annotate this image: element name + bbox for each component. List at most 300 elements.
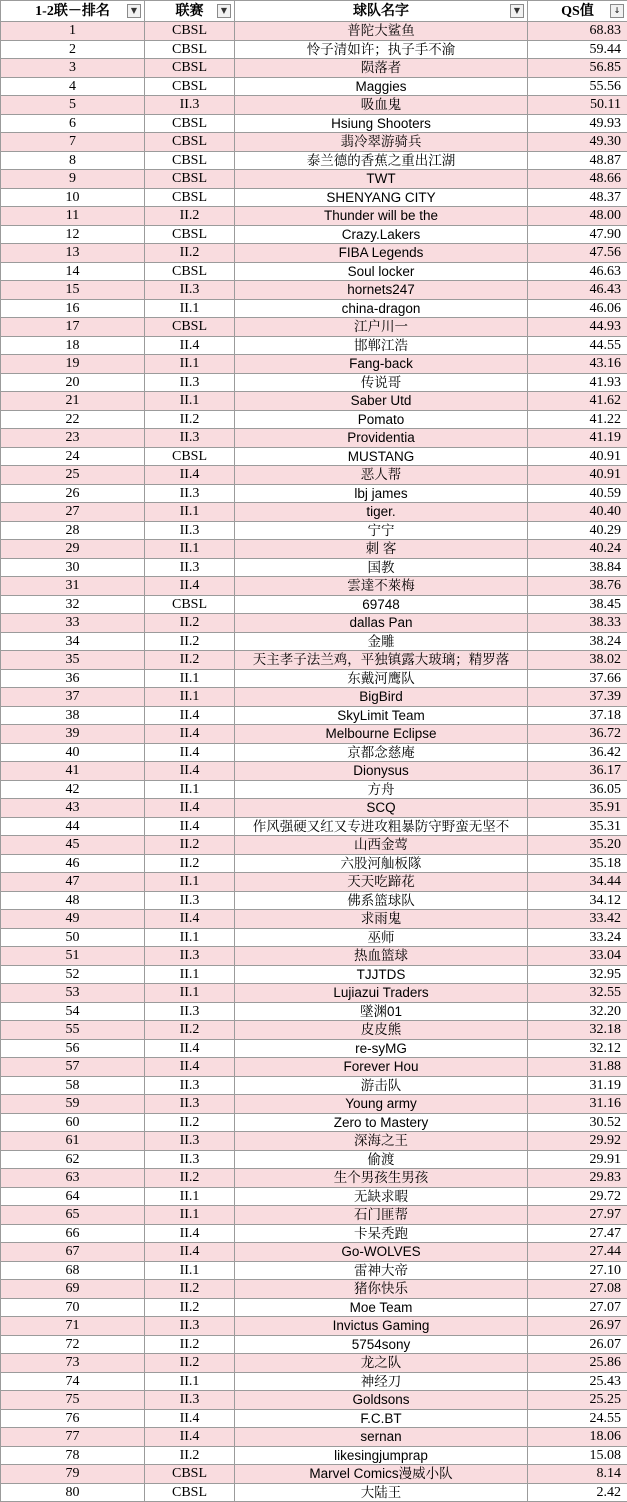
table-row bbox=[1, 1169, 627, 1188]
cell-team-name: 泰兰德的香蕉之重出江湖 bbox=[235, 151, 528, 170]
cell-team-name: 生个男孩生男孩 bbox=[235, 1169, 528, 1188]
table-row bbox=[1, 336, 627, 355]
cell-league: II.1 bbox=[145, 780, 235, 799]
cell-team-name: 作风强硬又红又专进攻粗暴防守野蛮无坚不 bbox=[235, 817, 528, 836]
table-row bbox=[1, 59, 627, 78]
table-row bbox=[1, 632, 627, 651]
cell-rank: 43 bbox=[1, 799, 145, 818]
cell-qs-value: 38.45 bbox=[528, 595, 627, 614]
cell-league: CBSL bbox=[145, 225, 235, 244]
table-row bbox=[1, 447, 627, 466]
table-row bbox=[1, 577, 627, 596]
cell-rank: 42 bbox=[1, 780, 145, 799]
table-row bbox=[1, 1021, 627, 1040]
cell-rank: 76 bbox=[1, 1409, 145, 1428]
cell-qs-value: 50.11 bbox=[528, 96, 627, 115]
cell-league: II.2 bbox=[145, 1298, 235, 1317]
filter-dropdown-icon[interactable]: ▼ bbox=[510, 4, 524, 18]
cell-rank: 17 bbox=[1, 318, 145, 337]
table-row bbox=[1, 1113, 627, 1132]
cell-team-name: 传说哥 bbox=[235, 373, 528, 392]
cell-rank: 37 bbox=[1, 688, 145, 707]
cell-league: II.4 bbox=[145, 1243, 235, 1262]
cell-rank: 38 bbox=[1, 706, 145, 725]
cell-qs-value: 35.20 bbox=[528, 836, 627, 855]
cell-rank: 57 bbox=[1, 1058, 145, 1077]
cell-team-name: lbj james bbox=[235, 484, 528, 503]
cell-qs-value: 33.24 bbox=[528, 928, 627, 947]
cell-league: II.3 bbox=[145, 373, 235, 392]
cell-team-name: TWT bbox=[235, 170, 528, 189]
cell-team-name: 国教 bbox=[235, 558, 528, 577]
cell-league: II.4 bbox=[145, 706, 235, 725]
table-row bbox=[1, 244, 627, 263]
cell-qs-value: 25.86 bbox=[528, 1354, 627, 1373]
cell-qs-value: 29.91 bbox=[528, 1150, 627, 1169]
cell-league: II.4 bbox=[145, 466, 235, 485]
cell-league: II.4 bbox=[145, 1224, 235, 1243]
table-row bbox=[1, 1243, 627, 1262]
cell-rank: 60 bbox=[1, 1113, 145, 1132]
cell-qs-value: 41.93 bbox=[528, 373, 627, 392]
header-team bbox=[235, 1, 528, 22]
cell-rank: 36 bbox=[1, 669, 145, 688]
cell-qs-value: 15.08 bbox=[528, 1446, 627, 1465]
cell-league: II.2 bbox=[145, 1021, 235, 1040]
cell-team-name: 宁宁 bbox=[235, 521, 528, 540]
cell-team-name: 墜渊01 bbox=[235, 1002, 528, 1021]
cell-team-name: 怜子清如许；执子手不渝 bbox=[235, 40, 528, 59]
table-row bbox=[1, 503, 627, 522]
cell-qs-value: 37.39 bbox=[528, 688, 627, 707]
table-row bbox=[1, 1132, 627, 1151]
table-row bbox=[1, 817, 627, 836]
cell-league: CBSL bbox=[145, 595, 235, 614]
cell-league: II.4 bbox=[145, 336, 235, 355]
cell-league: II.4 bbox=[145, 1428, 235, 1447]
cell-league: II.3 bbox=[145, 281, 235, 300]
cell-rank: 74 bbox=[1, 1372, 145, 1391]
cell-league: II.4 bbox=[145, 743, 235, 762]
table-row bbox=[1, 355, 627, 374]
cell-team-name: 偷渡 bbox=[235, 1150, 528, 1169]
cell-league: II.2 bbox=[145, 410, 235, 429]
cell-league: II.2 bbox=[145, 1113, 235, 1132]
cell-team-name: re-syMG bbox=[235, 1039, 528, 1058]
cell-team-name: Invictus Gaming bbox=[235, 1317, 528, 1336]
cell-rank: 5 bbox=[1, 96, 145, 115]
cell-league: II.4 bbox=[145, 762, 235, 781]
cell-qs-value: 35.91 bbox=[528, 799, 627, 818]
cell-league: II.2 bbox=[145, 1169, 235, 1188]
cell-qs-value: 34.44 bbox=[528, 873, 627, 892]
cell-team-name: 巫师 bbox=[235, 928, 528, 947]
cell-qs-value: 38.84 bbox=[528, 558, 627, 577]
cell-league: II.1 bbox=[145, 392, 235, 411]
cell-rank: 51 bbox=[1, 947, 145, 966]
cell-qs-value: 48.37 bbox=[528, 188, 627, 207]
cell-qs-value: 36.17 bbox=[528, 762, 627, 781]
cell-team-name: 方舟 bbox=[235, 780, 528, 799]
cell-league: II.3 bbox=[145, 484, 235, 503]
cell-team-name: 刺 客 bbox=[235, 540, 528, 559]
cell-league: II.3 bbox=[145, 891, 235, 910]
cell-rank: 10 bbox=[1, 188, 145, 207]
cell-qs-value: 44.93 bbox=[528, 318, 627, 337]
cell-league: II.4 bbox=[145, 1058, 235, 1077]
cell-league: II.3 bbox=[145, 429, 235, 448]
cell-rank: 21 bbox=[1, 392, 145, 411]
table-row bbox=[1, 836, 627, 855]
cell-qs-value: 33.04 bbox=[528, 947, 627, 966]
cell-team-name: 热血篮球 bbox=[235, 947, 528, 966]
cell-rank: 63 bbox=[1, 1169, 145, 1188]
cell-rank: 69 bbox=[1, 1280, 145, 1299]
table-row bbox=[1, 1409, 627, 1428]
cell-league: II.1 bbox=[145, 299, 235, 318]
cell-rank: 75 bbox=[1, 1391, 145, 1410]
cell-rank: 68 bbox=[1, 1261, 145, 1280]
cell-qs-value: 40.24 bbox=[528, 540, 627, 559]
cell-qs-value: 43.16 bbox=[528, 355, 627, 374]
cell-team-name: 天主孝子法兰鸡，平独镇露大玻璃；精罗落 bbox=[235, 651, 528, 670]
cell-rank: 20 bbox=[1, 373, 145, 392]
cell-league: II.2 bbox=[145, 836, 235, 855]
cell-qs-value: 35.18 bbox=[528, 854, 627, 873]
cell-qs-value: 48.00 bbox=[528, 207, 627, 226]
cell-league: CBSL bbox=[145, 59, 235, 78]
cell-league: II.3 bbox=[145, 947, 235, 966]
cell-qs-value: 32.18 bbox=[528, 1021, 627, 1040]
cell-team-name: 皮皮熊 bbox=[235, 1021, 528, 1040]
cell-rank: 54 bbox=[1, 1002, 145, 1021]
cell-team-name: Providentia bbox=[235, 429, 528, 448]
cell-qs-value: 55.56 bbox=[528, 77, 627, 96]
cell-rank: 47 bbox=[1, 873, 145, 892]
cell-rank: 22 bbox=[1, 410, 145, 429]
cell-qs-value: 36.42 bbox=[528, 743, 627, 762]
cell-league: CBSL bbox=[145, 77, 235, 96]
table-row bbox=[1, 151, 627, 170]
cell-rank: 70 bbox=[1, 1298, 145, 1317]
cell-team-name: 恶人帮 bbox=[235, 466, 528, 485]
cell-rank: 9 bbox=[1, 170, 145, 189]
table-row bbox=[1, 706, 627, 725]
cell-qs-value: 48.66 bbox=[528, 170, 627, 189]
cell-qs-value: 38.02 bbox=[528, 651, 627, 670]
table-row bbox=[1, 188, 627, 207]
table-row bbox=[1, 1206, 627, 1225]
cell-qs-value: 29.83 bbox=[528, 1169, 627, 1188]
cell-team-name: SHENYANG CITY bbox=[235, 188, 528, 207]
table-row bbox=[1, 133, 627, 152]
cell-rank: 44 bbox=[1, 817, 145, 836]
header-league-label: 联赛 bbox=[176, 3, 204, 20]
cell-league: II.2 bbox=[145, 1280, 235, 1299]
cell-qs-value: 2.42 bbox=[528, 1483, 627, 1502]
cell-qs-value: 41.62 bbox=[528, 392, 627, 411]
cell-rank: 48 bbox=[1, 891, 145, 910]
header-team-label: 球队名字 bbox=[353, 3, 409, 20]
cell-rank: 71 bbox=[1, 1317, 145, 1336]
cell-rank: 29 bbox=[1, 540, 145, 559]
cell-qs-value: 36.72 bbox=[528, 725, 627, 744]
table-row bbox=[1, 262, 627, 281]
cell-league: II.3 bbox=[145, 1076, 235, 1095]
header-league bbox=[145, 1, 235, 22]
cell-rank: 46 bbox=[1, 854, 145, 873]
cell-rank: 33 bbox=[1, 614, 145, 633]
cell-league: II.1 bbox=[145, 503, 235, 522]
cell-team-name: 龙之队 bbox=[235, 1354, 528, 1373]
cell-team-name: likesingjumprap bbox=[235, 1446, 528, 1465]
cell-rank: 23 bbox=[1, 429, 145, 448]
cell-qs-value: 47.90 bbox=[528, 225, 627, 244]
cell-rank: 18 bbox=[1, 336, 145, 355]
cell-league: II.3 bbox=[145, 521, 235, 540]
cell-league: II.3 bbox=[145, 1391, 235, 1410]
cell-team-name: 猪你快乐 bbox=[235, 1280, 528, 1299]
cell-league: II.2 bbox=[145, 1354, 235, 1373]
cell-league: II.1 bbox=[145, 1261, 235, 1280]
cell-league: II.4 bbox=[145, 1039, 235, 1058]
cell-qs-value: 49.93 bbox=[528, 114, 627, 133]
cell-rank: 45 bbox=[1, 836, 145, 855]
cell-qs-value: 27.10 bbox=[528, 1261, 627, 1280]
cell-rank: 25 bbox=[1, 466, 145, 485]
cell-qs-value: 32.20 bbox=[528, 1002, 627, 1021]
cell-league: CBSL bbox=[145, 1483, 235, 1502]
table-row bbox=[1, 540, 627, 559]
cell-qs-value: 40.40 bbox=[528, 503, 627, 522]
table-row bbox=[1, 1002, 627, 1021]
cell-qs-value: 32.55 bbox=[528, 984, 627, 1003]
cell-qs-value: 41.19 bbox=[528, 429, 627, 448]
table-row bbox=[1, 1224, 627, 1243]
cell-rank: 27 bbox=[1, 503, 145, 522]
table-row bbox=[1, 614, 627, 633]
table-row bbox=[1, 965, 627, 984]
cell-team-name: Young army bbox=[235, 1095, 528, 1114]
header-rank bbox=[1, 1, 145, 22]
cell-qs-value: 56.85 bbox=[528, 59, 627, 78]
table-row bbox=[1, 1354, 627, 1373]
cell-league: II.4 bbox=[145, 910, 235, 929]
cell-team-name: 东戴河鹰队 bbox=[235, 669, 528, 688]
cell-rank: 2 bbox=[1, 40, 145, 59]
cell-rank: 53 bbox=[1, 984, 145, 1003]
cell-team-name: Pomato bbox=[235, 410, 528, 429]
cell-team-name: FIBA Legends bbox=[235, 244, 528, 263]
cell-team-name: Goldsons bbox=[235, 1391, 528, 1410]
cell-team-name: 金雕 bbox=[235, 632, 528, 651]
cell-rank: 64 bbox=[1, 1187, 145, 1206]
cell-league: II.3 bbox=[145, 1002, 235, 1021]
sort-descending-filter-icon[interactable]: ↓ bbox=[610, 4, 624, 18]
cell-qs-value: 18.06 bbox=[528, 1428, 627, 1447]
table-row bbox=[1, 799, 627, 818]
cell-league: II.1 bbox=[145, 540, 235, 559]
cell-league: CBSL bbox=[145, 151, 235, 170]
table-row bbox=[1, 521, 627, 540]
cell-team-name: Thunder will be the bbox=[235, 207, 528, 226]
cell-rank: 7 bbox=[1, 133, 145, 152]
table-row bbox=[1, 762, 627, 781]
cell-rank: 32 bbox=[1, 595, 145, 614]
cell-qs-value: 27.08 bbox=[528, 1280, 627, 1299]
cell-team-name: 大陆王 bbox=[235, 1483, 528, 1502]
cell-qs-value: 29.72 bbox=[528, 1187, 627, 1206]
cell-team-name: Melbourne Eclipse bbox=[235, 725, 528, 744]
table-row bbox=[1, 928, 627, 947]
filter-dropdown-icon[interactable]: ▼ bbox=[127, 4, 141, 18]
cell-league: CBSL bbox=[145, 262, 235, 281]
cell-league: CBSL bbox=[145, 447, 235, 466]
cell-qs-value: 40.91 bbox=[528, 447, 627, 466]
table-row bbox=[1, 170, 627, 189]
table-row bbox=[1, 466, 627, 485]
cell-team-name: F.C.BT bbox=[235, 1409, 528, 1428]
cell-rank: 4 bbox=[1, 77, 145, 96]
cell-team-name: 雲達不萊梅 bbox=[235, 577, 528, 596]
cell-rank: 15 bbox=[1, 281, 145, 300]
table-row bbox=[1, 22, 627, 41]
cell-qs-value: 31.16 bbox=[528, 1095, 627, 1114]
cell-rank: 13 bbox=[1, 244, 145, 263]
cell-team-name: Hsiung Shooters bbox=[235, 114, 528, 133]
cell-rank: 16 bbox=[1, 299, 145, 318]
cell-league: II.4 bbox=[145, 817, 235, 836]
cell-rank: 30 bbox=[1, 558, 145, 577]
table-row bbox=[1, 429, 627, 448]
cell-league: II.2 bbox=[145, 244, 235, 263]
cell-team-name: Maggies bbox=[235, 77, 528, 96]
cell-league: II.1 bbox=[145, 355, 235, 374]
cell-qs-value: 24.55 bbox=[528, 1409, 627, 1428]
table-row bbox=[1, 1372, 627, 1391]
table-row bbox=[1, 1076, 627, 1095]
cell-qs-value: 25.25 bbox=[528, 1391, 627, 1410]
cell-team-name: 雷神大帝 bbox=[235, 1261, 528, 1280]
cell-team-name: 游击队 bbox=[235, 1076, 528, 1095]
cell-rank: 72 bbox=[1, 1335, 145, 1354]
cell-qs-value: 46.63 bbox=[528, 262, 627, 281]
cell-team-name: 江户川一 bbox=[235, 318, 528, 337]
table-row bbox=[1, 114, 627, 133]
table-row bbox=[1, 854, 627, 873]
table-row bbox=[1, 891, 627, 910]
cell-rank: 14 bbox=[1, 262, 145, 281]
cell-rank: 62 bbox=[1, 1150, 145, 1169]
cell-qs-value: 27.47 bbox=[528, 1224, 627, 1243]
table-row bbox=[1, 688, 627, 707]
cell-qs-value: 37.66 bbox=[528, 669, 627, 688]
cell-league: II.2 bbox=[145, 614, 235, 633]
cell-team-name: 翡冷翠游骑兵 bbox=[235, 133, 528, 152]
cell-qs-value: 46.43 bbox=[528, 281, 627, 300]
table-row bbox=[1, 1261, 627, 1280]
table-row bbox=[1, 373, 627, 392]
table-row bbox=[1, 1465, 627, 1484]
cell-qs-value: 38.33 bbox=[528, 614, 627, 633]
cell-team-name: 邯郸江浩 bbox=[235, 336, 528, 355]
cell-team-name: Saber Utd bbox=[235, 392, 528, 411]
table-row bbox=[1, 77, 627, 96]
cell-qs-value: 46.06 bbox=[528, 299, 627, 318]
cell-qs-value: 31.19 bbox=[528, 1076, 627, 1095]
cell-qs-value: 32.95 bbox=[528, 965, 627, 984]
cell-team-name: Moe Team bbox=[235, 1298, 528, 1317]
cell-league: CBSL bbox=[145, 22, 235, 41]
cell-rank: 40 bbox=[1, 743, 145, 762]
cell-rank: 6 bbox=[1, 114, 145, 133]
table-row bbox=[1, 1391, 627, 1410]
cell-league: CBSL bbox=[145, 1465, 235, 1484]
cell-team-name: Lujiazui Traders bbox=[235, 984, 528, 1003]
cell-league: II.4 bbox=[145, 577, 235, 596]
table-row bbox=[1, 947, 627, 966]
cell-qs-value: 25.43 bbox=[528, 1372, 627, 1391]
cell-rank: 73 bbox=[1, 1354, 145, 1373]
cell-league: II.1 bbox=[145, 1206, 235, 1225]
cell-league: II.2 bbox=[145, 651, 235, 670]
cell-rank: 67 bbox=[1, 1243, 145, 1262]
cell-team-name: dallas Pan bbox=[235, 614, 528, 633]
table-row bbox=[1, 299, 627, 318]
cell-team-name: sernan bbox=[235, 1428, 528, 1447]
table-row bbox=[1, 1317, 627, 1336]
cell-team-name: 普陀大鲨鱼 bbox=[235, 22, 528, 41]
cell-league: II.1 bbox=[145, 928, 235, 947]
cell-league: II.1 bbox=[145, 965, 235, 984]
cell-rank: 12 bbox=[1, 225, 145, 244]
cell-qs-value: 29.92 bbox=[528, 1132, 627, 1151]
table-row bbox=[1, 392, 627, 411]
cell-rank: 35 bbox=[1, 651, 145, 670]
cell-qs-value: 33.42 bbox=[528, 910, 627, 929]
table-row bbox=[1, 318, 627, 337]
cell-rank: 55 bbox=[1, 1021, 145, 1040]
cell-qs-value: 8.14 bbox=[528, 1465, 627, 1484]
filter-dropdown-icon[interactable]: ▼ bbox=[217, 4, 231, 18]
table-row bbox=[1, 780, 627, 799]
cell-rank: 11 bbox=[1, 207, 145, 226]
cell-team-name: 京都念慈庵 bbox=[235, 743, 528, 762]
cell-qs-value: 27.97 bbox=[528, 1206, 627, 1225]
cell-team-name: 69748 bbox=[235, 595, 528, 614]
table-row bbox=[1, 1095, 627, 1114]
table-row bbox=[1, 1483, 627, 1502]
cell-qs-value: 26.97 bbox=[528, 1317, 627, 1336]
cell-team-name: 神经刀 bbox=[235, 1372, 528, 1391]
cell-league: II.4 bbox=[145, 725, 235, 744]
cell-team-name: 佛系篮球队 bbox=[235, 891, 528, 910]
table-row bbox=[1, 1446, 627, 1465]
table-row bbox=[1, 1298, 627, 1317]
cell-league: CBSL bbox=[145, 114, 235, 133]
cell-league: CBSL bbox=[145, 170, 235, 189]
cell-team-name: hornets247 bbox=[235, 281, 528, 300]
cell-rank: 61 bbox=[1, 1132, 145, 1151]
cell-league: II.2 bbox=[145, 632, 235, 651]
cell-team-name: 无缺求暇 bbox=[235, 1187, 528, 1206]
cell-team-name: Fang-back bbox=[235, 355, 528, 374]
cell-team-name: MUSTANG bbox=[235, 447, 528, 466]
cell-team-name: Marvel Comics漫威小队 bbox=[235, 1465, 528, 1484]
cell-league: II.2 bbox=[145, 207, 235, 226]
cell-team-name: china-dragon bbox=[235, 299, 528, 318]
table-row bbox=[1, 743, 627, 762]
